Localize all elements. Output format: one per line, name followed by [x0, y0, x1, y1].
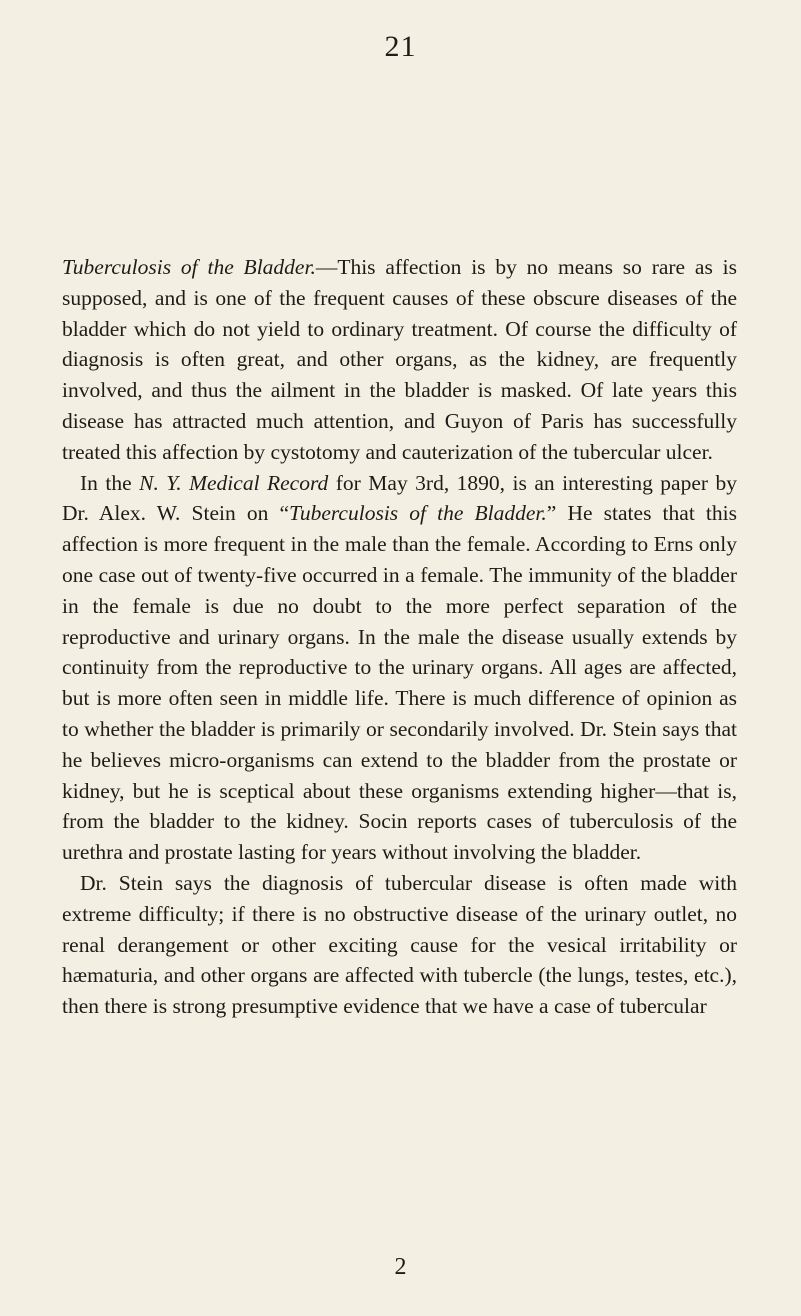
article-title: Tuberculosis of the Bladder.: [289, 501, 547, 526]
paragraph-1-text: —This affection is by no means so rare as is supposed, and is one of the frequent causes of these obscure diseases of the bladder which do not yield to ordinary treatment. Of course the difficulty of diagnosis is often great, and other organs, as the kidney, are frequently involved, and thus the ailment in the bladder is masked. Of late years this disease has attracted much attention, and Guyon of Paris has successfully treated this affection by cystotomy and cauterization of the tubercular ulcer.: [62, 255, 737, 464]
paragraph-2-text-c: ” He states that this affection is more frequent in the male than the female. According to Erns only one case out of twenty-five occurred in a female. The immunity of the bladder in the female is due no doubt to the more perfect separation of the reproductive and urinary organs. In the male the disease usually extends by continuity from the reproductive to the urinary organs. All ages are affected, but is more often seen in middle life. There is much difference of opinion as to whether the bladder is primarily or secondarily involved. Dr. Stein says that he believes micro-organisms can extend to the bladder from the prostate or kidney, but he is sceptical about these organisms extending higher—that is, from the bladder to the kidney. Socin reports cases of tuberculosis of the urethra and prostate lasting for years without involving the bladder.: [62, 501, 737, 865]
journal-title: N. Y. Medical Record: [139, 470, 329, 495]
section-title: Tuberculosis of the Bladder.: [62, 255, 316, 279]
paragraph-stein-paper: [62, 468, 737, 868]
body-text: [62, 252, 737, 1022]
paragraph-2-text-b: for May 3rd, 1890, is an interesting paper by Dr. Alex. W. Stein on “: [62, 470, 737, 526]
page-number: 21: [384, 30, 417, 63]
paragraph-diagnosis: Dr. Stein says the diagnosis of tubercular disease is often made with extreme difficulty; if there is no obstructive disease of the urinary outlet, no renal derangement or other exciting cause for the vesical irritability or hæmaturia, and other organs are affected with tubercle (the lungs, testes, etc.), then there is strong presumptive evidence that we have a case of tubercular: [62, 870, 737, 1019]
signature-mark: 2: [394, 1254, 407, 1280]
paragraph-2-text-a: In the: [80, 470, 140, 495]
paragraph-tuberculosis-intro: [62, 252, 737, 468]
